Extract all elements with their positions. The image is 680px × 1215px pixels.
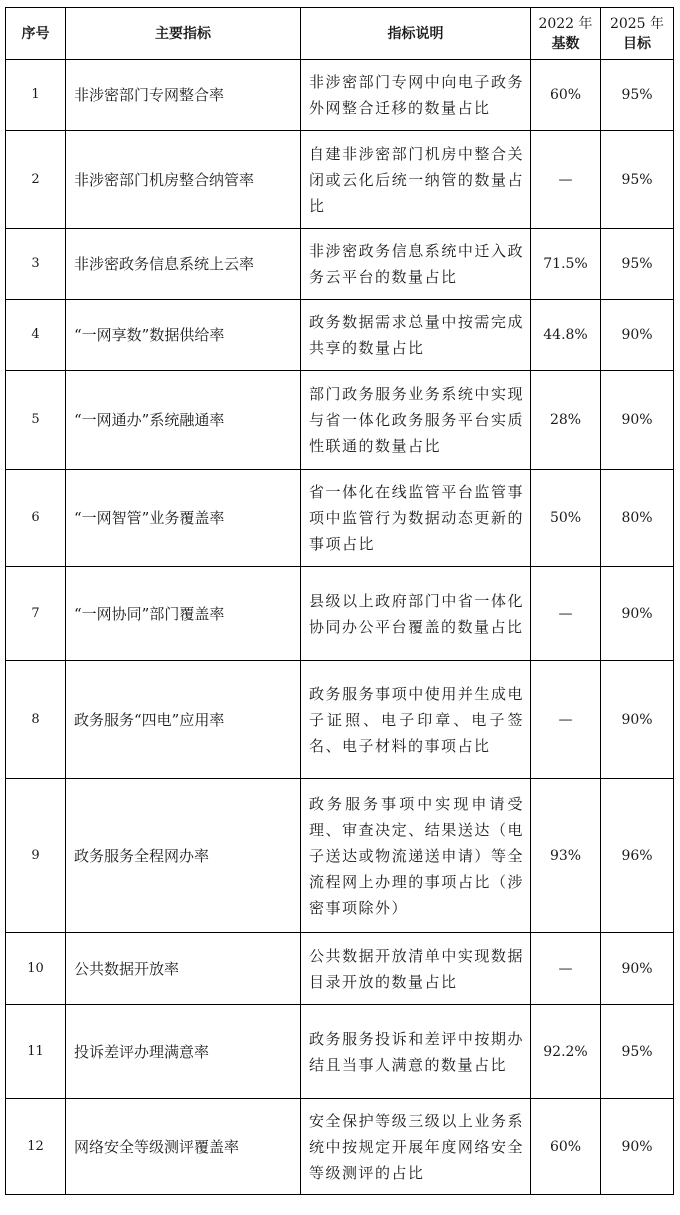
row-index: 3 [6, 229, 66, 300]
header-index: 序号 [6, 8, 66, 60]
row-indicator: “一网智管”业务覆盖率 [66, 470, 301, 567]
row-indicator: 政务服务全程网办率 [66, 779, 301, 933]
row-base-value: 50% [531, 470, 601, 567]
row-description: 政务服务事项中使用并生成电子证照、电子印章、电子签名、电子材料的事项占比 [301, 661, 531, 779]
row-index: 7 [6, 567, 66, 661]
row-indicator: 非涉密部门机房整合纳管率 [66, 131, 301, 229]
row-description: 非涉密部门专网中向电子政务外网整合迁移的数量占比 [301, 60, 531, 131]
row-description: 非涉密政务信息系统中迁入政务云平台的数量占比 [301, 229, 531, 300]
row-index: 6 [6, 470, 66, 567]
row-index: 2 [6, 131, 66, 229]
indicator-table [5, 7, 674, 1195]
row-target-value: 95% [601, 229, 674, 300]
row-base-value: 28% [531, 371, 601, 470]
row-base-value: — [531, 567, 601, 661]
header-description: 指标说明 [301, 8, 531, 60]
table-row [6, 1005, 674, 1099]
header-indicator: 主要指标 [66, 8, 301, 60]
table-row [6, 470, 674, 567]
table-row [6, 1099, 674, 1195]
table-row [6, 661, 674, 779]
row-description: 政务数据需求总量中按需完成共享的数量占比 [301, 300, 531, 371]
row-description: 政务服务事项中实现申请受理、审查决定、结果送达（电子送达或物流递送申请）等全流程网上办理的事项占比（涉密事项除外） [301, 779, 531, 933]
header-target-line2: 目标 [623, 35, 651, 52]
header-target-line1: 2025 年 [609, 15, 665, 32]
row-target-value: 90% [601, 567, 674, 661]
row-base-value: 44.8% [531, 300, 601, 371]
row-indicator: 非涉密部门专网整合率 [66, 60, 301, 131]
row-description: 县级以上政府部门中省一体化协同办公平台覆盖的数量占比 [301, 567, 531, 661]
row-indicator: “一网通办”系统融通率 [66, 371, 301, 470]
row-description: 部门政务服务业务系统中实现与省一体化政务服务平台实质性联通的数量占比 [301, 371, 531, 470]
row-base-value: 71.5% [531, 229, 601, 300]
table-row [6, 60, 674, 131]
row-index: 4 [6, 300, 66, 371]
row-base-value: 92.2% [531, 1005, 601, 1099]
table-row [6, 567, 674, 661]
row-index: 12 [6, 1099, 66, 1195]
row-base-value: — [531, 661, 601, 779]
row-indicator: 网络安全等级测评覆盖率 [66, 1099, 301, 1195]
row-indicator: 投诉差评办理满意率 [66, 1005, 301, 1099]
table-row [6, 371, 674, 470]
row-target-value: 95% [601, 1005, 674, 1099]
row-description: 自建非涉密部门机房中整合关闭或云化后统一纳管的数量占比 [301, 131, 531, 229]
row-base-value: 60% [531, 60, 601, 131]
header-base-line2: 基数 [551, 35, 580, 52]
row-base-value: — [531, 131, 601, 229]
table-row [6, 779, 674, 933]
row-description: 安全保护等级三级以上业务系统中按规定开展年度网络安全等级测评的占比 [301, 1099, 531, 1195]
row-indicator: 公共数据开放率 [66, 933, 301, 1005]
header-target-2025 [601, 8, 674, 60]
row-target-value: 96% [601, 779, 674, 933]
row-target-value: 90% [601, 661, 674, 779]
row-index: 10 [6, 933, 66, 1005]
row-target-value: 80% [601, 470, 674, 567]
row-target-value: 90% [601, 1099, 674, 1195]
row-description: 省一体化在线监管平台监管事项中监管行为数据动态更新的事项占比 [301, 470, 531, 567]
table-row [6, 933, 674, 1005]
row-index: 1 [6, 60, 66, 131]
row-target-value: 90% [601, 300, 674, 371]
row-target-value: 90% [601, 371, 674, 470]
row-description: 政务服务投诉和差评中按期办结且当事人满意的数量占比 [301, 1005, 531, 1099]
header-base-2022 [531, 8, 601, 60]
row-base-value: — [531, 933, 601, 1005]
table-row [6, 300, 674, 371]
row-base-value: 93% [531, 779, 601, 933]
row-indicator: “一网协同”部门覆盖率 [66, 567, 301, 661]
row-indicator: 政务服务“四电”应用率 [66, 661, 301, 779]
row-index: 5 [6, 371, 66, 470]
row-target-value: 95% [601, 60, 674, 131]
row-base-value: 60% [531, 1099, 601, 1195]
row-index: 9 [6, 779, 66, 933]
row-description: 公共数据开放清单中实现数据目录开放的数量占比 [301, 933, 531, 1005]
table-header-row [6, 8, 674, 60]
row-index: 8 [6, 661, 66, 779]
table-row [6, 229, 674, 300]
row-target-value: 95% [601, 131, 674, 229]
table-row [6, 131, 674, 229]
row-indicator: 非涉密政务信息系统上云率 [66, 229, 301, 300]
row-target-value: 90% [601, 933, 674, 1005]
row-indicator: “一网享数”数据供给率 [66, 300, 301, 371]
row-index: 11 [6, 1005, 66, 1099]
header-base-line1: 2022 年 [538, 15, 593, 32]
